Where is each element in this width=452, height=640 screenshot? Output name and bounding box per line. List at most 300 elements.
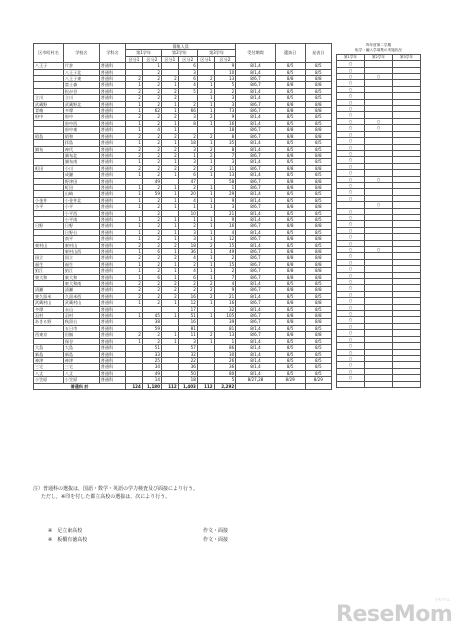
cell-g1-sub1: 1: [126, 197, 143, 203]
cell-school: 八丈: [63, 370, 99, 376]
side-cell-grade1: ○: [337, 214, 365, 220]
cell-g2-sub2: 20: [178, 191, 197, 197]
cell-g3-sub1: 1: [197, 223, 214, 229]
cell-school: 新島: [63, 351, 99, 357]
cell-g2-sub1: 1: [162, 332, 179, 338]
cell-school: 神代: [63, 146, 99, 152]
legend-method: 作文・面接: [203, 537, 229, 543]
header-sub1: 区分1: [126, 56, 143, 62]
cell-exam-day: 8/8: [275, 268, 305, 274]
cell-period: 8/1,4: [236, 293, 275, 299]
cell-school: 小平: [63, 204, 99, 210]
side-cell-grade1: ○: [337, 317, 365, 323]
cell-g3-sub2: 32: [214, 306, 236, 312]
cell-g1-sub1: 2: [126, 287, 143, 293]
cell-g3-sub1: 1: [197, 204, 214, 210]
cell-g1-sub2: 33: [142, 351, 161, 357]
cell-district: 小平: [34, 204, 64, 210]
cell-g2-sub2: 2: [178, 261, 197, 267]
cell-course: 普通科: [99, 293, 125, 299]
cell-period: 8/1,4: [236, 345, 275, 351]
side-cell-grade1: ○: [337, 355, 365, 361]
cell-district: 八丈: [34, 370, 64, 376]
cell-announce: 8/5: [305, 364, 331, 370]
cell-course: 普通科: [99, 114, 125, 120]
side-header-grade1: 第1学年: [337, 54, 365, 60]
cell-g2-sub2: 8: [178, 120, 197, 126]
cell-g3-sub2: 29: [214, 191, 236, 197]
cell-g2-sub2: 4: [178, 197, 197, 203]
cell-g2-sub2: 1: [178, 204, 197, 210]
cell-g2-sub2: 2: [178, 101, 197, 107]
cell-g2-sub2: 12: [178, 300, 197, 306]
cell-g3-sub2: 4: [214, 281, 236, 287]
cell-g2-sub2: 17: [178, 306, 197, 312]
cell-school: 府中: [63, 114, 99, 120]
cell-school: 清瀬: [63, 287, 99, 293]
cell-district: 国立: [34, 255, 64, 261]
cell-exam-day: 8/8: [275, 236, 305, 242]
cell-g2-sub1: 2: [162, 146, 179, 152]
cell-course: 普通科: [99, 229, 125, 235]
cell-announce: 8/5: [305, 88, 331, 94]
cell-period: 8/1,4: [236, 325, 275, 331]
side-cell-grade1: ○: [337, 221, 365, 227]
cell-g2-sub2: 4: [178, 255, 197, 261]
cell-g3-sub2: 2: [214, 268, 236, 274]
header-sub1: 区分1: [162, 56, 179, 62]
side-row: [337, 381, 421, 387]
cell-period: 8/6,7: [236, 204, 275, 210]
cell-exam-day: 8/8: [275, 101, 305, 107]
header-announce: 発表日: [305, 44, 331, 63]
cell-announce: 8/8: [305, 127, 331, 133]
cell-course: 普通科: [99, 178, 125, 184]
cell-period: 8/6,7: [236, 236, 275, 242]
cell-g1-sub1: 1: [126, 101, 143, 107]
cell-g2-sub2: 47: [178, 178, 197, 184]
cell-exam-day: 8/5: [275, 95, 305, 101]
cell-g2-sub1: 1: [162, 229, 179, 235]
cell-exam-day: 8/5: [275, 293, 305, 299]
cell-school: 東大和: [63, 274, 99, 280]
cell-announce: 8/5: [305, 146, 331, 152]
cell-announce: 8/5: [305, 281, 331, 287]
cell-district: 武蔵村山: [34, 300, 64, 306]
cell-district: 武蔵野: [34, 101, 64, 107]
cell-announce: 8/8: [305, 255, 331, 261]
cell-course: 普通科: [99, 300, 125, 306]
cell-exam-day: 8/5: [275, 140, 305, 146]
header-grade1: 第1学年: [126, 50, 162, 56]
cell-g2-sub1: 2: [162, 287, 179, 293]
cell-g2-sub1: 1: [162, 338, 179, 344]
side-cell-grade1: ○: [337, 67, 365, 73]
cell-g3-sub1: 1: [197, 313, 214, 319]
cell-g1-sub2: 49: [142, 178, 161, 184]
cell-exam-day: 8/5: [275, 114, 305, 120]
cell-announce: 8/8: [305, 274, 331, 280]
cell-period: 8/1,4: [236, 172, 275, 178]
cell-g3-sub2: 21: [214, 210, 236, 216]
cell-g3-sub1: 2: [197, 146, 214, 152]
cell-g1-sub2: 59: [142, 325, 161, 331]
cell-g3-sub1: 1: [197, 274, 214, 280]
cell-announce: 8/8: [305, 184, 331, 190]
header-sub2: 区分2: [178, 56, 197, 62]
cell-g1-sub1: 1: [126, 172, 143, 178]
side-cell-grade1: ○: [337, 138, 365, 144]
side-cell-grade2: ○: [365, 125, 393, 131]
cell-school: 福生: [63, 261, 99, 267]
cell-period: 8/1,4: [236, 281, 275, 287]
side-cell-grade1: ○: [337, 253, 365, 259]
header-exam-day: 選抜日: [275, 44, 305, 63]
cell-district: 大島: [34, 345, 64, 351]
cell-g2-sub2: 2: [178, 165, 197, 171]
cell-period: 8/6,7: [236, 178, 275, 184]
cell-exam-day: 8/5: [275, 370, 305, 376]
total-value: 112: [162, 383, 179, 389]
cell-school: 調布北: [63, 152, 99, 158]
total-value: 112: [197, 383, 214, 389]
cell-g2-sub1: 1: [162, 197, 179, 203]
side-header-grade2: 第2学年: [365, 54, 393, 60]
cell-g1-sub2: 2: [142, 236, 161, 242]
side-cell-grade1: ○: [337, 106, 365, 112]
cell-g1-sub1: 1: [126, 140, 143, 146]
cell-g1-sub1: 1: [126, 338, 143, 344]
cell-exam-day: 8/8: [275, 287, 305, 293]
legend-row: [48, 527, 278, 536]
cell-g1-sub1: 1: [126, 204, 143, 210]
cell-course: 普通科: [99, 236, 125, 242]
cell-g1-sub1: 1: [126, 249, 143, 255]
cell-g2-sub1: 2: [162, 88, 179, 94]
cell-course: 普通科: [99, 140, 125, 146]
cell-g2-sub1: 2: [162, 281, 179, 287]
cell-g3-sub1: 2: [197, 133, 214, 139]
cell-district: 昭島: [34, 133, 64, 139]
cell-g1-sub2: 2: [142, 101, 161, 107]
cell-g2-sub1: 1: [162, 127, 179, 133]
cell-announce: 8/8: [305, 223, 331, 229]
cell-period: 8/1,4: [236, 191, 275, 197]
cell-school: 小川: [63, 165, 99, 171]
legend-method: 作文・面接: [203, 528, 229, 534]
cell-g2-sub2: 3: [178, 338, 197, 344]
cell-exam-day: 8/8: [275, 319, 305, 325]
cell-announce: 8/8: [305, 165, 331, 171]
cell-announce: 8/8: [305, 300, 331, 306]
cell-g2-sub2: 6: [178, 172, 197, 178]
cell-announce: 8/5: [305, 242, 331, 248]
cell-announce: 8/5: [305, 69, 331, 75]
cell-g1-sub2: 2: [142, 120, 161, 126]
cell-exam-day: 8/5: [275, 159, 305, 165]
side-cell-grade1: ○: [337, 349, 365, 355]
cell-district: 町田: [34, 165, 64, 171]
cell-g1-sub2: 2: [142, 210, 161, 216]
cell-g2-sub2: 36: [178, 249, 197, 255]
cell-g3-sub2: 18: [214, 127, 236, 133]
cell-exam-day: 8/5: [275, 281, 305, 287]
cell-school: 狛江: [63, 268, 99, 274]
cell-announce: 8/8: [305, 249, 331, 255]
cell-period: 8/1,4: [236, 88, 275, 94]
cell-period: 8/6,7: [236, 108, 275, 114]
cell-period: 8/6,7: [236, 313, 275, 319]
cell-period: 8/6,7: [236, 76, 275, 82]
cell-school: 拝島: [63, 140, 99, 146]
side-cell-grade1: ○: [337, 80, 365, 86]
cell-exam-day: 8/5: [275, 306, 305, 312]
cell-school: 府中東: [63, 127, 99, 133]
cell-school: 八王子北: [63, 69, 99, 75]
cell-announce: 8/8: [305, 261, 331, 267]
cell-g3-sub2: 5: [214, 82, 236, 88]
cell-course: 普通科: [99, 287, 125, 293]
cell-school: 町田: [63, 184, 99, 190]
cell-g3-sub2: 1: [214, 338, 236, 344]
cell-exam-day: 8/5: [275, 351, 305, 357]
cell-g2-sub2: 2: [178, 281, 197, 287]
cell-period: 8/1,4: [236, 159, 275, 165]
cell-g1-sub2: 51: [142, 345, 161, 351]
cell-period: 8/1,4: [236, 357, 275, 363]
cell-g3-sub2: 2: [214, 88, 236, 94]
cell-g3-sub2: 13: [214, 76, 236, 82]
cell-g1-sub1: 1: [126, 313, 143, 319]
cell-g3-sub1: 2: [197, 165, 214, 171]
last-year-status-table: [336, 43, 421, 388]
cell-exam-day: 8/5: [275, 172, 305, 178]
cell-g2-sub2: 50: [178, 370, 197, 376]
cell-g2-sub2: 2: [178, 223, 197, 229]
cell-school: 三宅: [63, 364, 99, 370]
cell-period: 8/6,7: [236, 287, 275, 293]
cell-g3-sub1: 1: [197, 249, 214, 255]
cell-g3-sub1: 1: [197, 95, 214, 101]
side-cell-grade1: ○: [337, 375, 365, 381]
cell-period: 8/1,4: [236, 146, 275, 152]
cell-g2-sub2: 4: [178, 268, 197, 274]
side-cell-grade1: ○: [337, 144, 365, 150]
cell-period: 8/1,4: [236, 370, 275, 376]
cell-period: 8/1,4: [236, 229, 275, 235]
cell-g2-sub2: 66: [178, 108, 197, 114]
cell-course: 普通科: [99, 351, 125, 357]
cell-g2-sub2: 3: [178, 229, 197, 235]
cell-g3-sub2: 3: [214, 159, 236, 165]
side-cell-grade1: ○: [337, 150, 365, 156]
cell-g3-sub2: 21: [214, 293, 236, 299]
side-cell-grade1: [337, 381, 365, 387]
cell-period: 8/1,4: [236, 114, 275, 120]
side-cell-grade2: ○: [365, 247, 393, 253]
cell-g1-sub1: 1: [126, 108, 143, 114]
side-cell-grade1: ○: [337, 182, 365, 188]
cell-g1-sub2: 2: [142, 281, 161, 287]
cell-course: 普通科: [99, 101, 125, 107]
cell-school: 国立: [63, 255, 99, 261]
cell-course: 普通科: [99, 165, 125, 171]
cell-g2-sub2: 3: [178, 146, 197, 152]
cell-exam-day: 8/5: [275, 325, 305, 331]
cell-course: 普通科: [99, 242, 125, 248]
cell-school: 片倉: [63, 63, 99, 69]
cell-g1-sub2: 2: [142, 293, 161, 299]
cell-period: 8/6,7: [236, 249, 275, 255]
cell-g1-sub2: 2: [142, 152, 161, 158]
cell-g1-sub1: 2: [126, 293, 143, 299]
cell-g1-sub1: 2: [126, 88, 143, 94]
cell-district: 日野: [34, 223, 64, 229]
cell-g3-sub2: 9: [214, 63, 236, 69]
cell-g1-sub2: 59: [142, 191, 161, 197]
cell-period: 8/1,4: [236, 197, 275, 203]
cell-course: 普通科: [99, 313, 125, 319]
cell-exam-day: 8/8: [275, 204, 305, 210]
cell-announce: 8/8: [305, 178, 331, 184]
cell-announce: 8/5: [305, 191, 331, 197]
cell-g2-sub1: 1: [162, 300, 179, 306]
cell-district: 小金井: [34, 197, 64, 203]
side-cell-grade1: ○: [337, 118, 365, 124]
cell-period: 8/6,7: [236, 184, 275, 190]
logo-text: ReseMom: [336, 602, 452, 627]
cell-g3-sub2: 7: [214, 152, 236, 158]
cell-g3-sub2: 16: [214, 223, 236, 229]
cell-school: 昭和: [63, 133, 99, 139]
side-cell-grade1: ○: [337, 343, 365, 349]
cell-course: 普通科: [99, 216, 125, 222]
cell-exam-day: 8/8: [275, 165, 305, 171]
cell-school: 富士森: [63, 82, 99, 88]
cell-g3-sub2: 35: [214, 140, 236, 146]
header-grade2: 第2学年: [162, 50, 198, 56]
cell-g2-sub2: 5: [178, 88, 197, 94]
side-cell-grade1: ○: [337, 93, 365, 99]
cell-g1-sub1: 2: [126, 242, 143, 248]
cell-g1-sub2: 2: [142, 332, 161, 338]
last-year-status-body: [337, 61, 421, 388]
cell-g1-sub1: 2: [126, 114, 143, 120]
cell-g3-sub2: 86: [214, 345, 236, 351]
cell-school: 小平西: [63, 210, 99, 216]
cell-g3-sub1: 1: [197, 101, 214, 107]
cell-g3-sub1: 1: [197, 191, 214, 197]
cell-school: 成瀬: [63, 172, 99, 178]
cell-school: 武蔵野北: [63, 101, 99, 107]
cell-course: 普通科: [99, 197, 125, 203]
cell-g3-sub1: 1: [197, 216, 214, 222]
cell-g2-sub2: 6: [178, 63, 197, 69]
cell-district: 小笠原: [34, 377, 64, 383]
side-cell-grade1: ○: [337, 234, 365, 240]
cell-g1-sub1: 1: [126, 159, 143, 165]
cell-course: 普通科: [99, 82, 125, 88]
cell-district: 神津: [34, 357, 64, 363]
cell-g3-sub1: 1: [197, 140, 214, 146]
cell-g3-sub2: 36: [214, 364, 236, 370]
cell-g2-sub1: 2: [162, 255, 179, 261]
cell-g2-sub1: 1: [162, 108, 179, 114]
side-cell-grade1: ○: [337, 311, 365, 317]
cell-exam-day: 8/8: [275, 300, 305, 306]
cell-g2-sub2: 11: [178, 332, 197, 338]
cell-exam-day: 8/8: [275, 178, 305, 184]
cell-g2-sub1: 1: [162, 313, 179, 319]
cell-g2-sub1: 1: [162, 216, 179, 222]
cell-g3-sub2: 2: [214, 255, 236, 261]
cell-g1-sub2: 2: [142, 255, 161, 261]
header-recruit-group: 募集人員: [126, 44, 236, 50]
cell-g3-sub1: 1: [197, 82, 214, 88]
cell-announce: 8/8: [305, 108, 331, 114]
header-course: 学科名: [99, 44, 125, 63]
cell-exam-day: 8/5: [275, 345, 305, 351]
cell-g3-sub2: 58: [214, 178, 236, 184]
cell-g1-sub1: 1: [126, 216, 143, 222]
side-cell-grade1: ○: [337, 247, 365, 253]
cell-g1-sub2: 2: [142, 133, 161, 139]
cell-g2-sub1: 2: [162, 133, 179, 139]
cell-announce: 8/8: [305, 76, 331, 82]
cell-g2-sub2: 3: [178, 236, 197, 242]
side-cell-grade1: ○: [337, 86, 365, 92]
cell-g2-sub1: 2: [162, 293, 179, 299]
cell-g2-sub1: 1: [162, 236, 179, 242]
cell-g1-sub2: 2: [142, 76, 161, 82]
cell-g1-sub1: 1: [126, 120, 143, 126]
cell-course: 普通科: [99, 332, 125, 338]
cell-g2-sub2: 2: [178, 133, 197, 139]
cell-period: 8/6,7: [236, 101, 275, 107]
cell-school: 五日市: [63, 325, 99, 331]
cell-g3-sub1: 1: [197, 184, 214, 190]
side-cell-grade1: ○: [337, 330, 365, 336]
cell-g2-sub2: 32: [178, 351, 197, 357]
cell-exam-day: 8/8: [275, 152, 305, 158]
cell-g3-sub1: 2: [197, 76, 214, 82]
cell-course: 普通科: [99, 69, 125, 75]
cell-district: 東大和: [34, 274, 64, 280]
cell-announce: 8/5: [305, 172, 331, 178]
cell-course: 普通科: [99, 357, 125, 363]
cell-period: 8/6,7: [236, 133, 275, 139]
cell-district: 狛江: [34, 268, 64, 274]
side-cell-grade1: ○: [337, 227, 365, 233]
cell-exam-day: 8/5: [275, 242, 305, 248]
cell-g3-sub2: 73: [214, 108, 236, 114]
cell-course: 普通科: [99, 223, 125, 229]
cell-announce: 8/5: [305, 63, 331, 69]
logo-ruby: リセマム: [434, 597, 451, 602]
cell-g3-sub2: 49: [214, 249, 236, 255]
resemom-logo: [336, 597, 452, 627]
cell-school: 八王子東: [63, 76, 99, 82]
cell-g3-sub1: 2: [197, 287, 214, 293]
cell-g1-sub1: 1: [126, 127, 143, 133]
cell-g2-sub1: 1: [162, 140, 179, 146]
cell-school: 武蔵村山: [63, 300, 99, 306]
cell-g1-sub2: 2: [142, 216, 161, 222]
cell-g3-sub2: 9: [214, 216, 236, 222]
header-sub2: 区分2: [142, 56, 161, 62]
cell-course: 普通科: [99, 249, 125, 255]
cell-g3-sub2: 80: [214, 370, 236, 376]
